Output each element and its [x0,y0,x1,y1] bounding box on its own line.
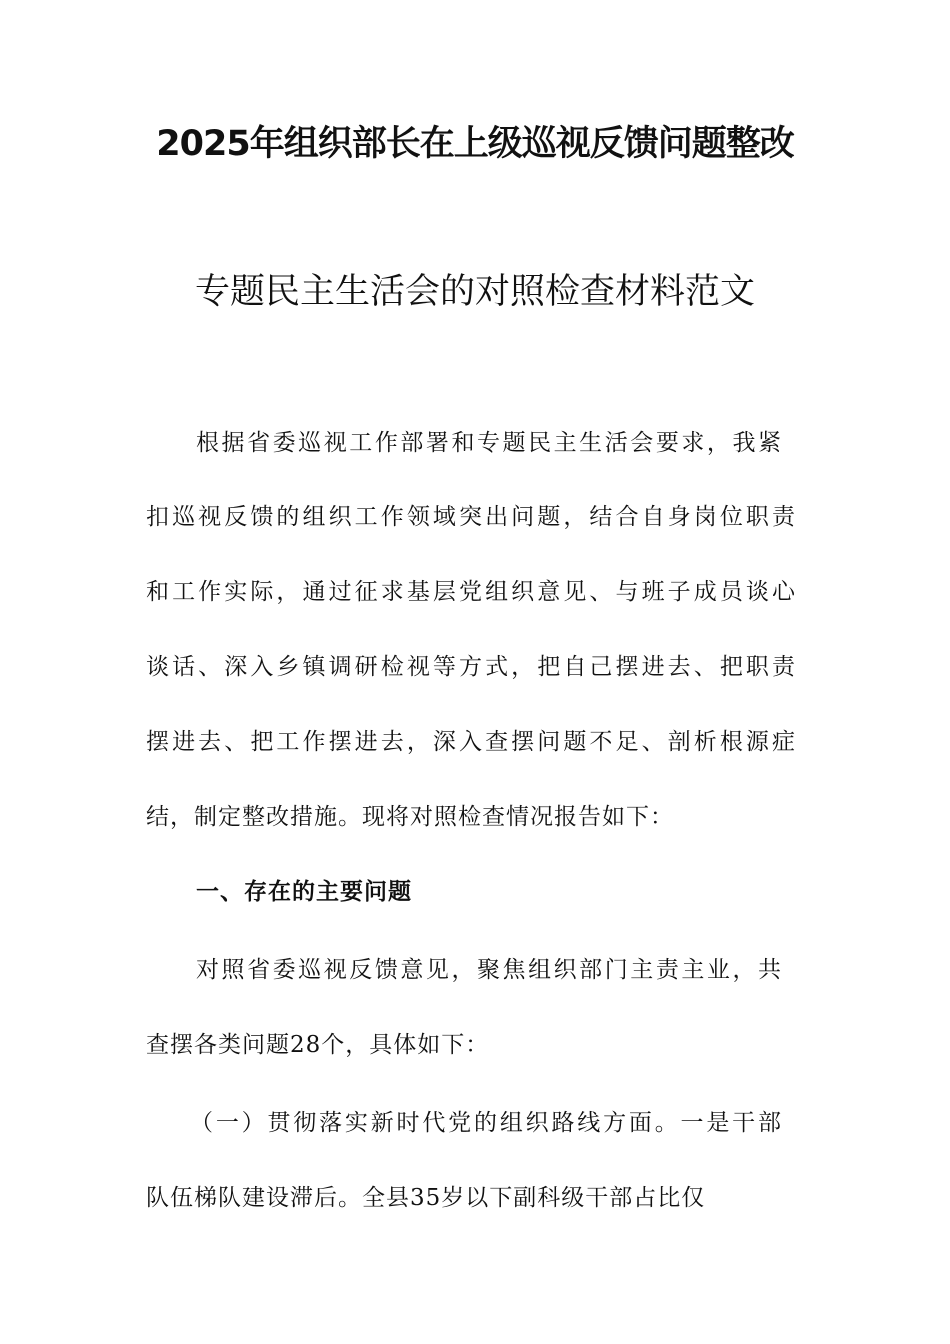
paragraph-1-line-5: 摆进去、把工作摆进去，深入查摆问题不足、剖析根源症 [146,729,796,755]
document-title-line-2: 专题民主生活会的对照检查材料范文 [194,272,755,312]
paragraph-2-line-2: 查摆各类问题28个，具体如下： [146,1032,490,1058]
paragraph-3-line-2: 队伍梯队建设滞后。全县35岁以下副科级干部占比仅 [146,1185,706,1211]
paragraph-1-line-1: 根据省委巡视工作部署和专题民主生活会要求，我紧 [196,430,782,456]
paragraph-1-line-3: 和工作实际，通过征求基层党组织意见、与班子成员谈心 [146,579,796,605]
paragraph-3-line-1: （一）贯彻落实新时代党的组织路线方面。一是干部 [190,1110,782,1136]
paragraph-1-line-6: 结，制定整改措施。现将对照检查情况报告如下： [146,804,674,830]
paragraph-1-line-4: 谈话、深入乡镇调研检视等方式，把自己摆进去、把职责 [146,654,796,680]
document-title-line-1: 2025年组织部长在上级巡视反馈问题整改 [156,124,794,164]
paragraph-1-line-2: 扣巡视反馈的组织工作领域突出问题，结合自身岗位职责 [146,504,796,530]
paragraph-2-line-1: 对照省委巡视反馈意见，聚焦组织部门主责主业，共 [196,957,782,983]
section-heading: 一、存在的主要问题 [196,878,412,905]
